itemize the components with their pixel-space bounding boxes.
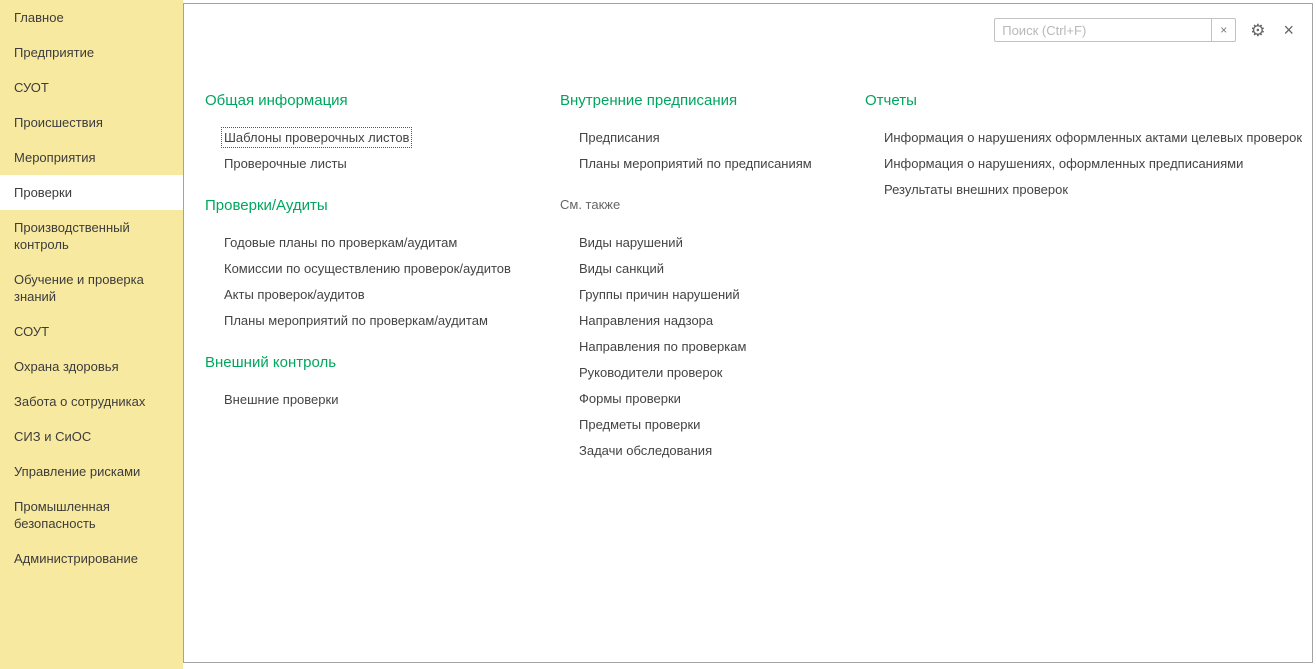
link-informaciya-akty-celevyh[interactable]: Информация о нарушениях оформленных актами целевых проверок	[884, 129, 1303, 145]
section-vneshnij-kontrol	[205, 354, 550, 412]
sidebar-item-upravlenie-riskami[interactable]: Управление рисками	[14, 464, 141, 479]
section-title: Внешний контроль	[205, 354, 337, 371]
link-vidy-sankcij[interactable]: Виды санкций	[579, 260, 665, 276]
sidebar-item-ohrana-zdorovya[interactable]: Охрана здоровья	[14, 359, 119, 374]
link-godovye-plany[interactable]: Годовые планы по проверкам/аудитам	[224, 234, 458, 250]
link-napravleniya-nadzora[interactable]: Направления надзора	[579, 312, 714, 328]
search-box	[994, 18, 1236, 42]
section-title: Проверки/Аудиты	[205, 197, 328, 214]
column-1	[205, 92, 550, 433]
link-predmety-proverki[interactable]: Предметы проверки	[579, 416, 701, 432]
link-plany-meropriyatij-predpisaniya[interactable]: Планы мероприятий по предписаниям	[579, 155, 812, 171]
link-rezultaty-vneshnih[interactable]: Результаты внешних проверок	[884, 181, 1069, 197]
close-panel-button[interactable]	[1283, 21, 1294, 39]
section-title: Общая информация	[205, 92, 348, 109]
link-predpisaniya[interactable]: Предписания	[579, 129, 660, 145]
proverki-panel	[183, 3, 1313, 663]
sidebar-item-proverki[interactable]: Проверки	[0, 175, 183, 210]
close-icon: ×	[1283, 20, 1294, 40]
section-obshchaya-informatsiya	[205, 92, 550, 176]
section-otchety	[865, 92, 1310, 202]
search-input[interactable]	[994, 18, 1212, 42]
link-informaciya-predpisaniyami[interactable]: Информация о нарушениях, оформленных предписаниями	[884, 155, 1244, 171]
section-proverki-audity	[205, 197, 550, 333]
link-napravleniya-po-proverkam[interactable]: Направления по проверкам	[579, 338, 747, 354]
link-vneshnie-proverki[interactable]: Внешние проверки	[224, 391, 339, 407]
link-gruppy-prichin[interactable]: Группы причин нарушений	[579, 286, 740, 302]
sidebar-item-proizvodstvennyj-kontrol[interactable]: Производственный контроль	[14, 220, 130, 252]
link-shablony-proverochnyh-listov[interactable]: Шаблоны проверочных листов	[224, 129, 410, 145]
sidebar	[0, 0, 183, 669]
section-title: См. также	[560, 197, 621, 212]
settings-button[interactable]	[1250, 22, 1265, 39]
sidebar-item-zabota[interactable]: Забота о сотрудниках	[14, 394, 146, 409]
clear-search-button[interactable]	[1212, 18, 1236, 42]
link-plany-meropriyatij-proverki[interactable]: Планы мероприятий по проверкам/аудитам	[224, 312, 488, 328]
link-formy-proverki[interactable]: Формы проверки	[579, 390, 681, 406]
section-sm-takzhe	[560, 197, 860, 463]
section-vnutrennie-predpisaniya	[560, 92, 860, 176]
column-2	[560, 92, 860, 484]
sidebar-item-glavnoe[interactable]: Главное	[14, 10, 64, 25]
link-vidy-narushenij[interactable]: Виды нарушений	[579, 234, 683, 250]
link-rukovoditeli-proverok[interactable]: Руководители проверок	[579, 364, 723, 380]
sidebar-item-suot[interactable]: СУОТ	[14, 80, 49, 95]
link-komissii[interactable]: Комиссии по осуществлению проверок/аудитов	[224, 260, 511, 276]
clear-icon: ×	[1220, 23, 1228, 37]
sidebar-item-sout[interactable]: СОУТ	[14, 324, 50, 339]
sidebar-item-siz[interactable]: СИЗ и СиОС	[14, 429, 92, 444]
sidebar-item-meropriyatiya[interactable]: Мероприятия	[14, 150, 96, 165]
topbar	[994, 18, 1294, 42]
section-title: Отчеты	[865, 92, 917, 109]
sidebar-item-obuchenie[interactable]: Обучение и проверка знаний	[14, 272, 144, 304]
link-akty-proverok[interactable]: Акты проверок/аудитов	[224, 286, 365, 302]
sidebar-item-prombezopasnost[interactable]: Промышленная безопасность	[14, 499, 110, 531]
sidebar-item-proisshestviya[interactable]: Происшествия	[14, 115, 103, 130]
gear-icon: ⚙	[1250, 20, 1266, 40]
link-proverochnye-listy[interactable]: Проверочные листы	[224, 155, 347, 171]
link-zadachi-obsledovaniya[interactable]: Задачи обследования	[579, 442, 713, 458]
section-title: Внутренние предписания	[560, 92, 738, 109]
column-3	[865, 92, 1310, 223]
sidebar-item-predpriyatie[interactable]: Предприятие	[14, 45, 95, 60]
sidebar-item-administrirovanie[interactable]: Администрирование	[14, 551, 138, 566]
